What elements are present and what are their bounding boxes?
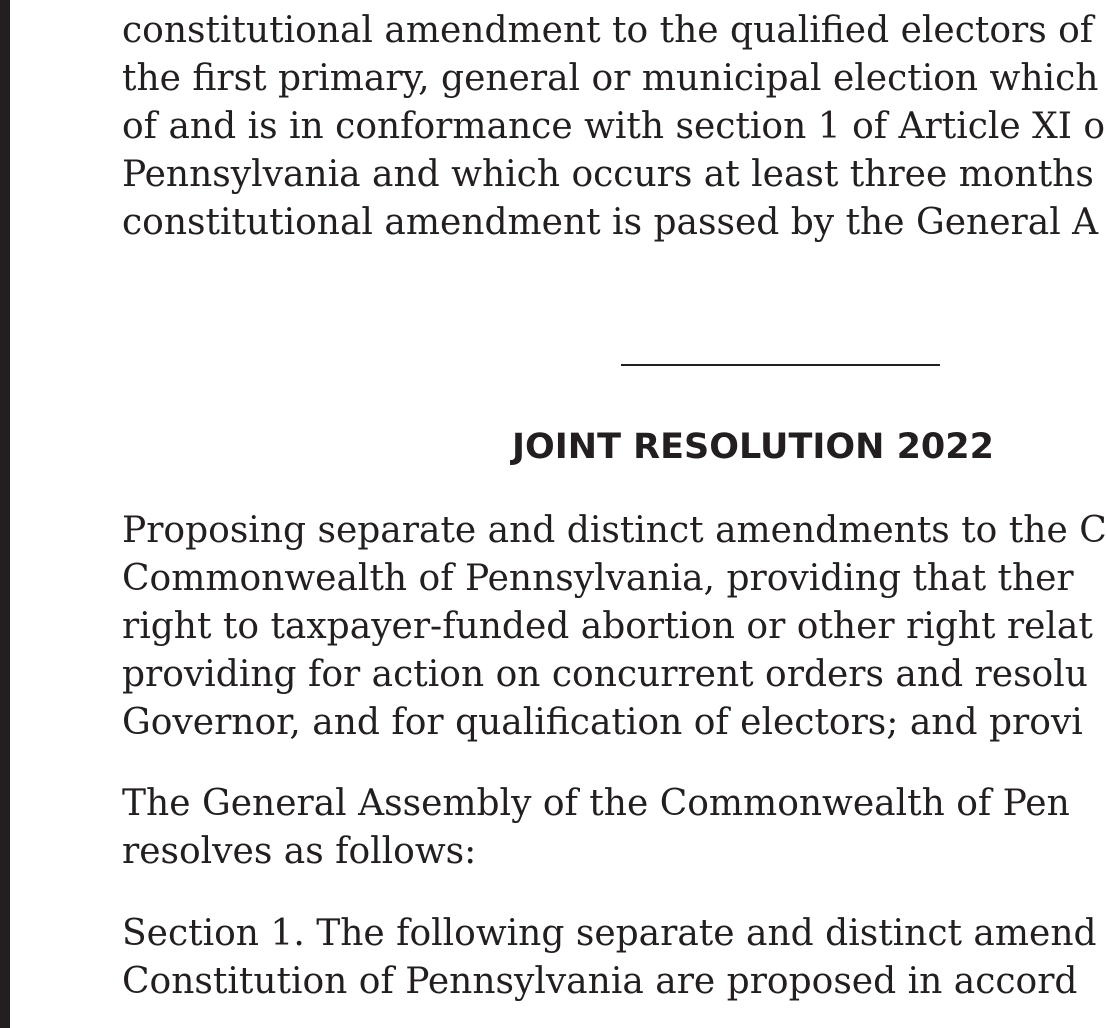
- preamble-line-5: Governor, and for qualification of electors; and provi: [122, 702, 1083, 743]
- resolution-heading: JOINT RESOLUTION 2022: [512, 427, 994, 467]
- top-paragraph-line-4: Pennsylvania and which occurs at least three months: [122, 154, 1094, 195]
- top-paragraph-line-2: the first primary, general or municipal election which: [122, 58, 1099, 99]
- section-1-line-2: Constitution of Pennsylvania are proposed in accord: [122, 961, 1078, 1002]
- top-paragraph-line-3: of and is in conformance with section 1 of Article XI o: [122, 106, 1106, 147]
- top-paragraph-line-5: constitutional amendment is passed by the General A: [122, 202, 1099, 243]
- enacting-clause-line-1: The General Assembly of the Commonwealth of Pen: [122, 783, 1070, 824]
- top-paragraph-line-1: constitutional amendment to the qualified electors of: [122, 10, 1094, 51]
- enacting-clause-line-2: resolves as follows:: [122, 831, 477, 872]
- left-margin-bar: [0, 0, 10, 1028]
- preamble-line-3: right to taxpayer-funded abortion or other right relat: [122, 606, 1093, 647]
- section-1-line-1: Section 1. The following separate and distinct amend: [122, 913, 1097, 954]
- preamble-line-2: Commonwealth of Pennsylvania, providing that ther: [122, 558, 1074, 599]
- section-divider: [621, 364, 940, 366]
- preamble-line-1: Proposing separate and distinct amendments to the C: [122, 510, 1107, 551]
- preamble-line-4: providing for action on concurrent orders and resolu: [122, 654, 1088, 695]
